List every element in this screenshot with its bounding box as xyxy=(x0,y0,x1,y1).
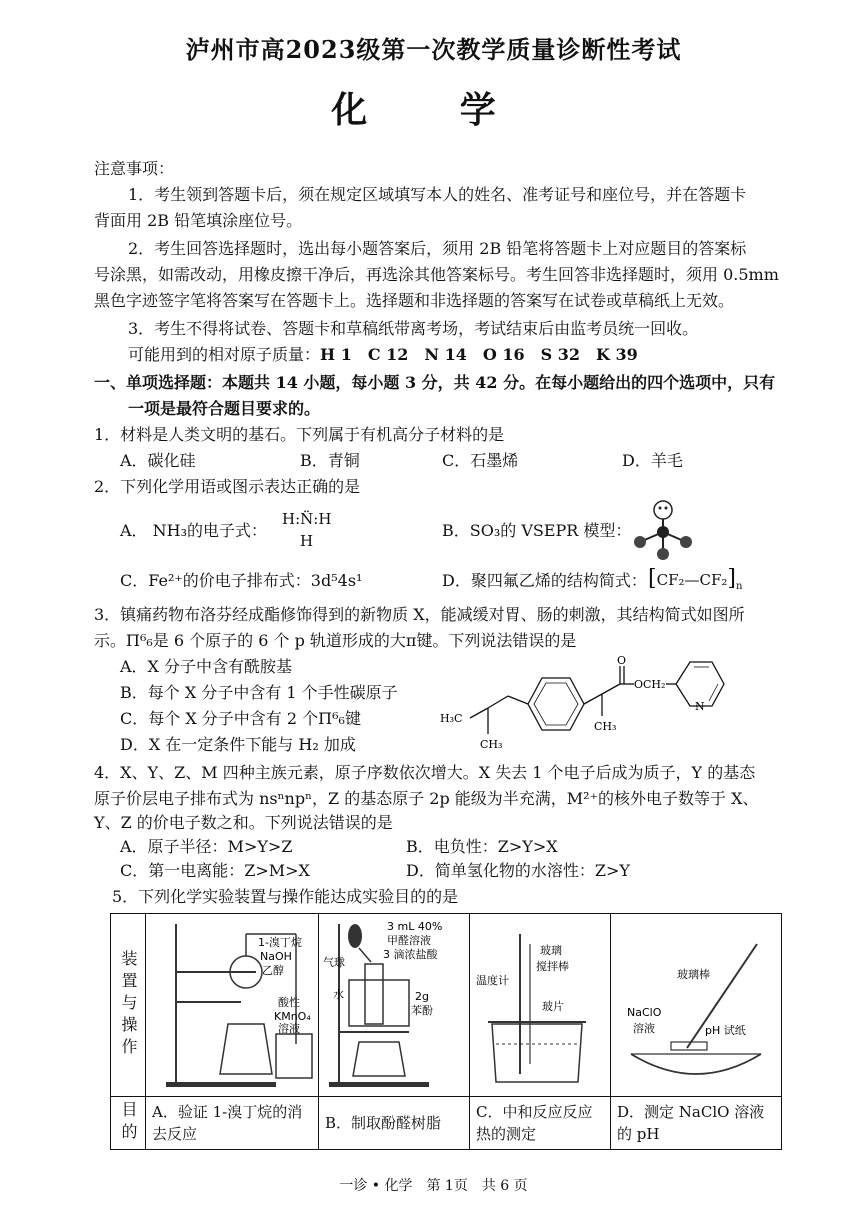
apparatus-c xyxy=(470,914,611,1097)
q4-stem-2: 原子价层电子排布式为 nsⁿnpⁿ，Z 的基态原子 2p 能级为半充满，M²⁺的核外电子数等于 X、 xyxy=(94,789,759,808)
b-label-5: 水 xyxy=(333,988,344,1001)
q3-stem-2: 示。Π⁶₆是 6 个原子的 6 个 p 轨道形成的大π键。下列说法错误的是 xyxy=(94,631,577,650)
q1-option-d: D．羊毛 xyxy=(622,451,683,470)
q3-option-a: A．X 分子中含有酰胺基 xyxy=(120,657,293,676)
q5-caption-b: B．制取酚醛树脂 xyxy=(319,1097,470,1150)
b-label-6: 2g xyxy=(415,990,429,1003)
atomic-masses-label: 可能用到的相对原子质量： xyxy=(128,345,321,364)
apparatus-d xyxy=(611,914,782,1097)
d-label-2: NaClO xyxy=(627,1006,662,1019)
a-label-2: NaOH xyxy=(260,950,292,963)
q4-option-c: C．第一电离能：Z>M>X xyxy=(120,861,310,880)
apparatus-a xyxy=(146,914,319,1097)
c-label-1: 玻璃 xyxy=(540,944,562,957)
nh3-formula-bottom: H xyxy=(300,532,314,550)
q1-option-a: A．碳化硅 xyxy=(120,451,196,470)
b-label-7: 苯酚 xyxy=(411,1004,433,1017)
q4-option-d: D．简单氢化物的水溶性：Z>Y xyxy=(406,861,630,880)
b-label-4: 3 滴浓盐酸 xyxy=(383,948,438,961)
q3-option-c: C．每个 X 分子中含有 2 个Π⁶₆键 xyxy=(120,709,361,728)
row-label-apparatus: 装置与操作 xyxy=(111,914,146,1097)
section1-line2: 一项是最符合题目要求的。 xyxy=(128,399,321,418)
experiment-table xyxy=(110,913,782,1150)
apparatus-b xyxy=(319,914,470,1097)
q2-option-d: D．聚四氟乙烯的结构简式： xyxy=(442,571,647,590)
label-o: O xyxy=(617,654,627,667)
exam-title: 泸州市高2023级第一次教学质量诊断性考试 xyxy=(185,35,682,64)
q2-option-a: A． NH₃的电子式： xyxy=(120,521,268,540)
q2-option-c: C．Fe²⁺的价电子排布式：3d⁵4s¹ xyxy=(120,571,363,590)
d-label-1: 玻璃棒 xyxy=(677,968,710,981)
a-label-3: 乙醇 xyxy=(262,964,284,977)
a-label-5: KMnO₄ xyxy=(274,1010,311,1023)
notice-item-1a: 1．考生领到答题卡后，须在规定区域填写本人的姓名、准考证号和座位号，并在答题卡 xyxy=(128,185,747,204)
label-ch3-right: CH₃ xyxy=(594,720,617,733)
b-label-3: 甲醛溶液 xyxy=(387,934,431,947)
subject-title: 化 学 xyxy=(331,89,536,131)
c-label-4: 玻片 xyxy=(542,1000,564,1013)
q4-stem-1: 4．X、Y、Z、M 四种主族元素，原子序数依次增大。X 失去 1 个电子后成为质子，Y 的基态 xyxy=(94,763,756,782)
row-label-purpose: 目的 xyxy=(111,1097,146,1150)
ptfe-bracket-left: [ xyxy=(648,566,657,591)
label-h3c: H₃C xyxy=(440,712,463,725)
q2-option-b: B．SO₃的 VSEPR 模型： xyxy=(442,521,632,540)
so3-vsepr-model xyxy=(628,498,698,562)
ptfe-unit: CF₂—CF₂ xyxy=(656,571,728,589)
q3-option-b: B．每个 X 分子中含有 1 个手性碳原子 xyxy=(120,683,398,702)
a-label-6: 溶液 xyxy=(278,1022,300,1035)
b-label-1: 气球 xyxy=(323,956,345,969)
notice-item-2c: 黑色字迹签字笔将答案写在答题卡上。选择题和非选择题的答案写在试卷或草稿纸上无效。 xyxy=(94,291,735,310)
label-ch3-left: CH₃ xyxy=(480,738,503,751)
q2-stem: 2．下列化学用语或图示表达正确的是 xyxy=(94,477,361,496)
q5-caption-a: A．验证 1-溴丁烷的消去反应 xyxy=(146,1097,319,1150)
q4-stem-3: Y、Z 的价电子数之和。下列说法错误的是 xyxy=(94,813,393,832)
atomic-masses xyxy=(128,344,638,366)
b-label-2: 3 mL 40% xyxy=(387,920,443,933)
page-footer: 一诊 • 化学 第 1页 共 6 页 xyxy=(339,1178,528,1194)
q3-option-d: D．X 在一定条件下能与 H₂ 加成 xyxy=(120,735,356,754)
compound-x-structure xyxy=(440,652,740,756)
notice-item-2b: 号涂黑，如需改动，用橡皮擦干净后，再选涂其他答案标号。考生回答非选择题时，须用 0.5mm xyxy=(94,265,779,284)
d-label-3: 溶液 xyxy=(633,1022,655,1035)
section1-line1: 一、单项选择题：本题共 14 小题，每小题 3 分，共 42 分。在每小题给出的四个选项中，只有 xyxy=(94,373,776,392)
a-label-1: 1-溴丁烷 xyxy=(258,936,302,949)
label-och2: OCH₂ xyxy=(634,678,666,691)
d-label-4: pH 试纸 xyxy=(705,1024,746,1037)
q4-option-b: B．电负性：Z>Y>X xyxy=(406,837,558,856)
c-label-3: 温度计 xyxy=(476,974,509,987)
q5-caption-c: C．中和反应反应热的测定 xyxy=(470,1097,611,1150)
notice-heading: 注意事项： xyxy=(94,159,175,178)
label-n: N xyxy=(695,700,705,713)
a-label-4: 酸性 xyxy=(278,996,300,1009)
q1-stem: 1．材料是人类文明的基石。下列属于有机高分子材料的是 xyxy=(94,425,505,444)
notice-item-2a: 2．考生回答选择题时，选出每小题答案后，须用 2B 铅笔将答题卡上对应题目的答案标 xyxy=(128,239,747,258)
q3-stem-1: 3．镇痛药物布洛芬经成酯修饰得到的新物质 X，能减缓对胃、肠的刺激，其结构简式如图所 xyxy=(94,605,745,624)
ptfe-bracket-right: ] xyxy=(727,566,736,591)
ptfe-subscript: n xyxy=(735,581,743,592)
notice-item-3: 3．考生不得将试卷、答题卡和草稿纸带离考场，考试结束后由监考员统一回收。 xyxy=(128,319,699,338)
q5-caption-d: D．测定 NaClO 溶液的 pH xyxy=(611,1097,782,1150)
q5-stem: 5．下列化学实验装置与操作能达成实验目的的是 xyxy=(112,887,459,906)
nh3-formula-top: H:N̈:H xyxy=(282,510,332,528)
notice-item-1b: 背面用 2B 铅笔填涂座位号。 xyxy=(94,211,303,230)
c-label-2: 搅拌棒 xyxy=(536,960,569,973)
q4-option-a: A．原子半径：M>Y>Z xyxy=(120,837,293,856)
atomic-masses-values: H 1 C 12 N 14 O 16 S 32 K 39 xyxy=(320,345,638,364)
q1-option-b: B．青铜 xyxy=(300,451,360,470)
q1-option-c: C．石墨烯 xyxy=(442,451,519,470)
ptfe-formula xyxy=(648,566,742,592)
